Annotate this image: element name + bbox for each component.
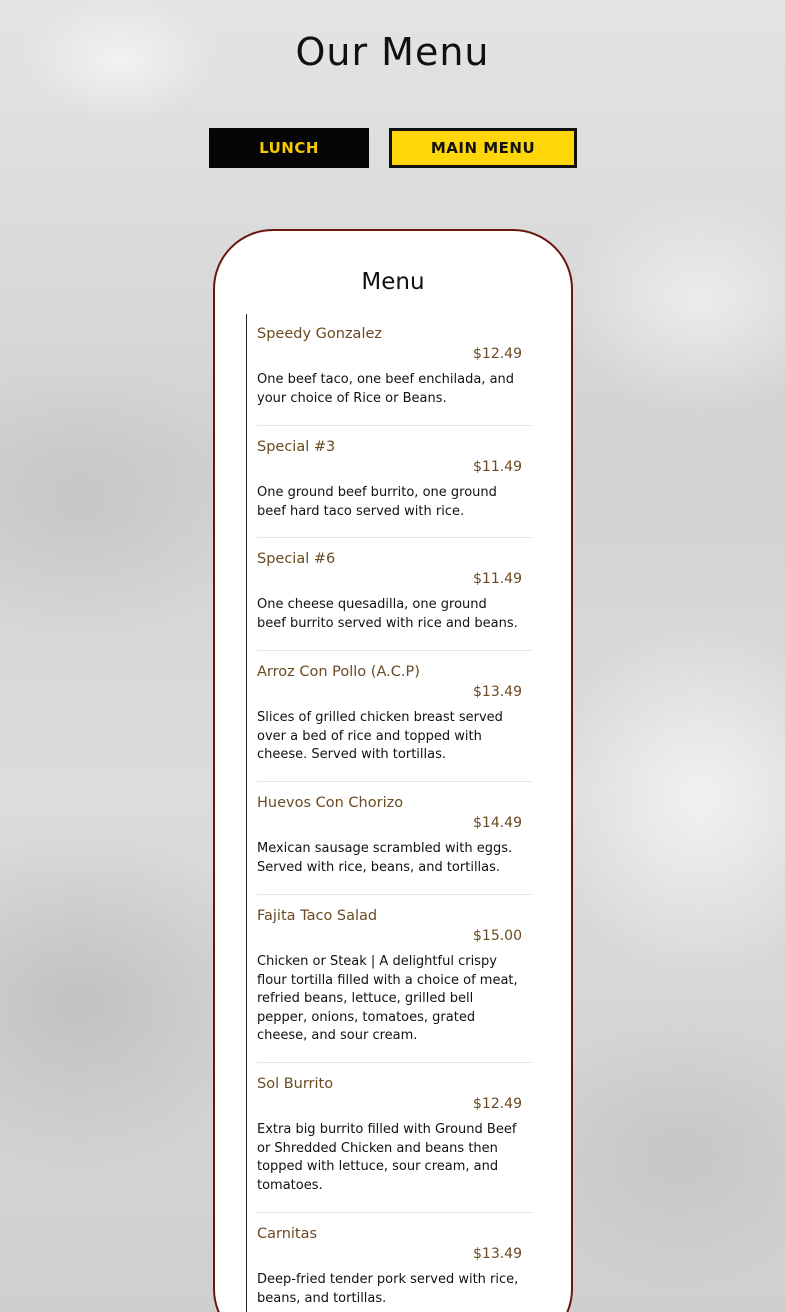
- menu-item-price: $13.49: [473, 1246, 522, 1262]
- menu-item-name: Carnitas: [257, 1226, 318, 1242]
- menu-item-divider: [257, 537, 532, 538]
- menu-item-name: Huevos Con Chorizo: [257, 795, 404, 811]
- page-title: Our Menu: [295, 30, 490, 74]
- menu-item-price: $12.49: [473, 346, 522, 362]
- menu-item-description: Slices of grilled chicken breast served over a bed of rice and topped with cheese. Served with tortillas.: [257, 710, 503, 762]
- menu-tabs: [0, 128, 785, 168]
- menu-item-price: $11.49: [473, 459, 522, 475]
- menu-item-price: $12.49: [473, 1096, 522, 1112]
- menu-item-price: $11.49: [473, 571, 522, 587]
- menu-item-name: Special #6: [257, 551, 336, 567]
- menu-item-description: Deep-fried tender pork served with rice, beans, and tortillas.: [257, 1272, 519, 1306]
- tab-main-menu[interactable]: MAIN MENU: [389, 128, 577, 168]
- menu-item-description: One beef taco, one beef enchilada, and your choice of Rice or Beans.: [257, 372, 515, 406]
- menu-item-divider: [257, 425, 532, 426]
- menu-item-description: Extra big burrito filled with Ground Beef or Shredded Chicken and beans then topped with lettuce, sour cream, and tomatoes.: [257, 1122, 517, 1193]
- menu-item-description: One ground beef burrito, one ground beef hard taco served with rice.: [257, 485, 497, 519]
- menu-item-price: $13.49: [473, 684, 522, 700]
- menu-card: [213, 229, 573, 1312]
- menu-item-description: One cheese quesadilla, one ground beef burrito served with rice and beans.: [257, 597, 518, 631]
- menu-list: [246, 314, 533, 1312]
- menu-item-name: Sol Burrito: [257, 1076, 334, 1092]
- menu-item-description: Chicken or Steak | A delightful crispy flour tortilla filled with a choice of meat, refried beans, lettuce, grilled bell pepper, onions, tomatoes, grated cheese, and sour cream.: [257, 954, 518, 1043]
- menu-item-divider: [257, 650, 532, 651]
- menu-item-price: $14.49: [473, 815, 522, 831]
- menu-item-name: Special #3: [257, 439, 336, 455]
- menu-item-name: Arroz Con Pollo (A.C.P): [257, 664, 420, 680]
- menu-item-name: Speedy Gonzalez: [257, 326, 382, 342]
- menu-item-divider: [257, 781, 532, 782]
- menu-item-divider: [257, 1062, 532, 1063]
- tab-lunch[interactable]: LUNCH: [209, 128, 369, 168]
- menu-item-price: $15.00: [473, 928, 522, 944]
- menu-item-divider: [257, 894, 532, 895]
- menu-item-name: Fajita Taco Salad: [257, 908, 378, 924]
- menu-heading: Menu: [361, 269, 425, 295]
- menu-item-divider: [257, 1212, 532, 1213]
- menu-item-description: Mexican sausage scrambled with eggs. Served with rice, beans, and tortillas.: [257, 841, 513, 875]
